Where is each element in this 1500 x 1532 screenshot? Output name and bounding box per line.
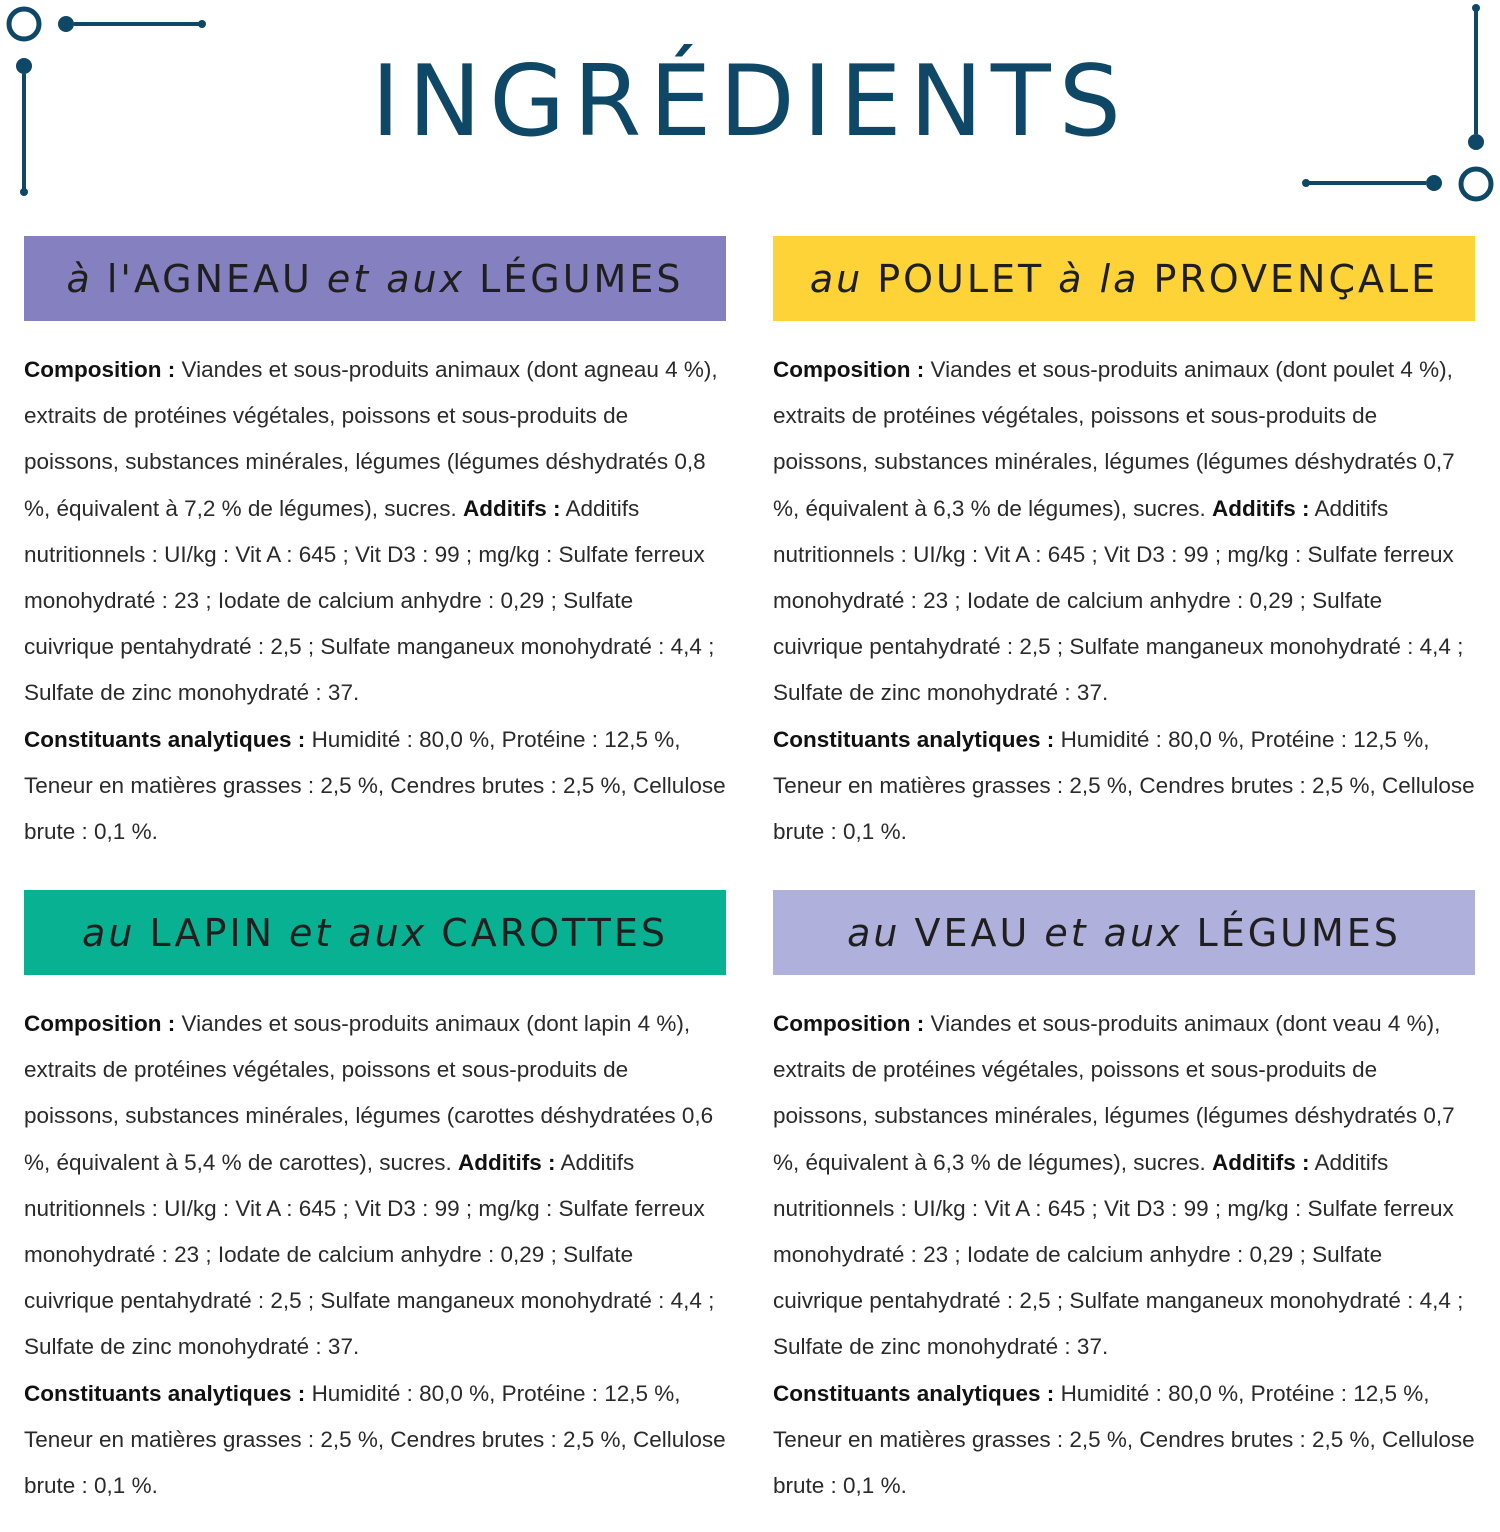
banner-connector-word: à la xyxy=(1058,256,1140,301)
additifs-text: Additifs nutritionnels : UI/kg : Vit A : 645 ; Vit D3 : 99 ; mg/kg : Sulfate ferreux monohydraté : 23 ; Iodate de calcium anhydre : 0,29 ; Sulfate cuivrique pentahydraté : 2,5 ; Sulfate manganeux monohydraté : 4,4 ; Sulfate de zinc monohydraté : 37. xyxy=(24,1149,715,1360)
composition-text: Viandes et sous-produits animaux (dont agneau 4 %), extraits de protéines végétales, poissons et sous-produits de poissons, substances minérales, légumes (légumes déshydratés 0,8 %, équivalent à 7,2 % de légumes), sucres. xyxy=(24,357,718,521)
composition-label: Composition : xyxy=(24,357,176,382)
ingredients-text xyxy=(24,1001,726,1509)
banner-connector-word: et aux xyxy=(289,910,428,955)
banner-connector-word: et aux xyxy=(326,256,466,301)
banner-main-word: l'AGNEAU xyxy=(106,256,313,301)
dot-icon xyxy=(1472,4,1480,12)
recipe-card-lapin xyxy=(24,890,726,1532)
ingredients-text xyxy=(24,347,726,855)
composition-text: Viandes et sous-produits animaux (dont poulet 4 %), extraits de protéines végétales, poissons et sous-produits de poissons, substances minérales, légumes (légumes déshydratés 0,7 %, équivalent à 6,3 % de légumes), sucres. xyxy=(773,357,1455,521)
banner-main-word: LÉGUMES xyxy=(479,256,684,301)
constituants-label: Constituants analytiques : xyxy=(773,1380,1055,1406)
additifs-label: Additifs : xyxy=(1212,495,1310,521)
banner-connector-word: et aux xyxy=(1044,910,1183,955)
banner-main-word: CAROTTES xyxy=(441,910,668,955)
circle-ring-icon xyxy=(1461,169,1491,199)
recipe-banner xyxy=(773,890,1475,975)
recipe-banner xyxy=(24,890,726,975)
banner-main-word: PROVENÇALE xyxy=(1153,256,1439,301)
banner-main-word: LÉGUMES xyxy=(1196,910,1401,955)
dot-icon xyxy=(1302,179,1310,187)
additifs-label: Additifs : xyxy=(1212,1149,1310,1175)
composition-text: Viandes et sous-produits animaux (dont lapin 4 %), extraits de protéines végétales, poissons et sous-produits de poissons, substances minérales, légumes (carottes déshydratées 0,6 %, équivalent à 5,4 % de carottes), sucres. xyxy=(24,1011,714,1175)
composition-text: Viandes et sous-produits animaux (dont veau 4 %), extraits de protéines végétales, poissons et sous-produits de poissons, substances minérales, légumes (légumes déshydratés 0,7 %, équivalent à 6,3 % de légumes), sucres. xyxy=(773,1011,1455,1175)
constituants-text: Humidité : 80,0 %, Protéine : 12,5 %, Teneur en matières grasses : 2,5 %, Cendres brutes : 2,5 %, Cellulose brute : 0,1 %. xyxy=(24,726,726,845)
additifs-label: Additifs : xyxy=(463,495,561,521)
constituants-text: Humidité : 80,0 %, Protéine : 12,5 %, Teneur en matières grasses : 2,5 %, Cendres brutes : 2,5 %, Cellulose brute : 0,1 %. xyxy=(773,726,1475,845)
additifs-text: Additifs nutritionnels : UI/kg : Vit A : 645 ; Vit D3 : 99 ; mg/kg : Sulfate ferreux monohydraté : 23 ; Iodate de calcium anhydre : 0,29 ; Sulfate cuivrique pentahydraté : 2,5 ; Sulfate manganeux monohydraté : 4,4 ; Sulfate de zinc monohydraté : 37. xyxy=(24,495,715,706)
additifs-text: Additifs nutritionnels : UI/kg : Vit A : 645 ; Vit D3 : 99 ; mg/kg : Sulfate ferreux monohydraté : 23 ; Iodate de calcium anhydre : 0,29 ; Sulfate cuivrique pentahydraté : 2,5 ; Sulfate manganeux monohydraté : 4,4 ; Sulfate de zinc monohydraté : 37. xyxy=(773,495,1464,706)
additifs-label: Additifs : xyxy=(458,1149,556,1175)
ingredients-text xyxy=(773,1001,1475,1509)
recipe-card-veau xyxy=(773,890,1475,1532)
dot-icon xyxy=(20,188,28,196)
banner-main-word: LAPIN xyxy=(149,910,275,955)
recipe-card-agneau xyxy=(24,236,726,878)
banner-connector-word: au xyxy=(847,910,901,955)
constituants-label: Constituants analytiques : xyxy=(24,726,306,752)
banner-connector-word: à xyxy=(66,256,93,301)
additifs-text: Additifs nutritionnels : UI/kg : Vit A : 645 ; Vit D3 : 99 ; mg/kg : Sulfate ferreux monohydraté : 23 ; Iodate de calcium anhydre : 0,29 ; Sulfate cuivrique pentahydraté : 2,5 ; Sulfate manganeux monohydraté : 4,4 ; Sulfate de zinc monohydraté : 37. xyxy=(773,1149,1464,1360)
constituants-label: Constituants analytiques : xyxy=(773,726,1055,752)
banner-main-word: POULET xyxy=(877,256,1045,301)
page-title: INGRÉDIENTS xyxy=(371,45,1129,159)
constituants-text: Humidité : 80,0 %, Protéine : 12,5 %, Teneur en matières grasses : 2,5 %, Cendres brutes : 2,5 %, Cellulose brute : 0,1 %. xyxy=(24,1380,726,1499)
constituants-text: Humidité : 80,0 %, Protéine : 12,5 %, Teneur en matières grasses : 2,5 %, Cendres brutes : 2,5 %, Cellulose brute : 0,1 %. xyxy=(773,1380,1475,1499)
recipe-banner xyxy=(773,236,1475,321)
composition-label: Composition : xyxy=(773,357,925,382)
ingredients-text xyxy=(773,347,1475,855)
dot-icon xyxy=(1426,175,1442,191)
recipe-banner xyxy=(24,236,726,321)
composition-label: Composition : xyxy=(24,1011,176,1036)
dot-icon xyxy=(198,20,206,28)
banner-main-word: VEAU xyxy=(914,910,1031,955)
circle-ring-icon xyxy=(9,9,39,39)
banner-connector-word: au xyxy=(82,910,136,955)
composition-label: Composition : xyxy=(773,1011,925,1036)
constituants-label: Constituants analytiques : xyxy=(24,1380,306,1406)
recipe-card-poulet xyxy=(773,236,1475,878)
banner-connector-word: au xyxy=(809,256,864,301)
dot-icon xyxy=(58,16,74,32)
